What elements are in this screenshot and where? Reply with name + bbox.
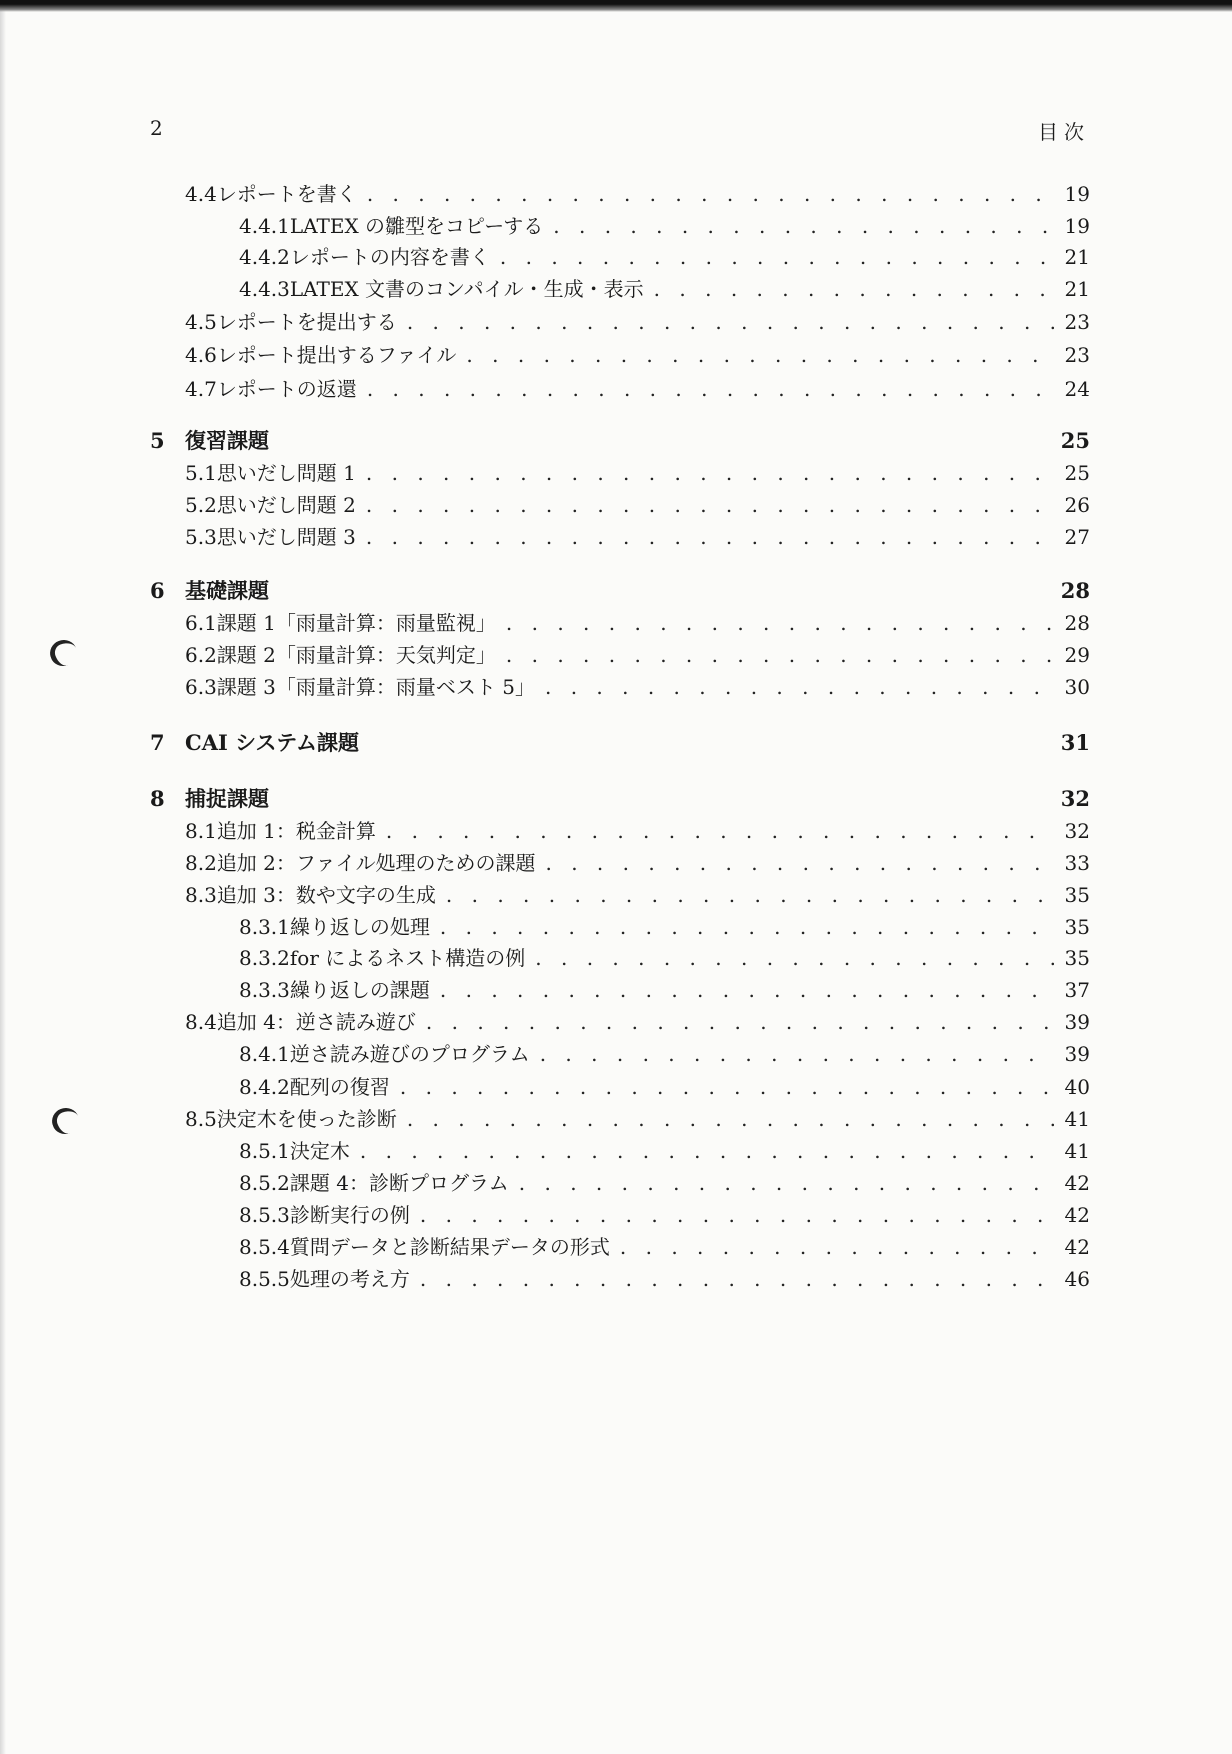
toc-dot-leader: [540, 1042, 1054, 1066]
toc-section: [150, 339, 1090, 368]
toc-subsection: [150, 1135, 1090, 1164]
toc-entry-number: 6.1: [185, 611, 217, 635]
toc-entry-page: 40: [1064, 1075, 1090, 1099]
toc-dot-leader: [519, 1171, 1054, 1195]
toc-entry-page: 32: [1064, 819, 1090, 843]
toc-entry-title: 質問データと診断結果データの形式: [289, 1235, 610, 1259]
toc-dot-leader: [466, 343, 1054, 367]
toc-entry-number: 8.5.2: [239, 1171, 290, 1195]
toc-dot-leader: [440, 978, 1054, 1002]
punch-hole-mark: [48, 1104, 82, 1138]
toc-entry-number: 4.5: [185, 310, 217, 334]
toc-dot-leader: [366, 525, 1054, 549]
toc-entry-page: 19: [1064, 182, 1090, 206]
toc-entry-title: 追加 3：数や文字の生成: [216, 883, 436, 907]
toc-entry-page: 35: [1064, 883, 1090, 907]
toc-entry-title: 捕捉課題: [185, 786, 269, 811]
toc-chapter: [150, 783, 1090, 813]
toc-entry-number: 6: [150, 578, 165, 603]
toc-entry-number: 4.6: [185, 343, 217, 367]
toc-subsection: [150, 1199, 1090, 1228]
toc-entry-page: 39: [1064, 1042, 1090, 1066]
toc-entry-title: 配列の復習: [289, 1075, 390, 1099]
toc-entry-title: 処理の考え方: [289, 1267, 410, 1291]
toc-entry-title: レポートを書く: [216, 182, 357, 206]
toc-entry-page: 32: [1060, 786, 1090, 811]
toc-entry-title: 課題 3「雨量計算：雨量ベスト 5」: [216, 675, 535, 699]
toc-dot-leader: [545, 675, 1054, 699]
toc-section: [150, 178, 1090, 207]
toc-entry-title: 繰り返しの処理: [289, 915, 430, 939]
toc-section: [150, 815, 1090, 844]
toc-subsection: [150, 974, 1090, 1003]
toc-entry-title: 繰り返しの課題: [289, 978, 430, 1002]
toc-entry-page: 33: [1064, 851, 1090, 875]
toc-entry-page: 37: [1064, 978, 1090, 1002]
toc-subsection: [150, 911, 1090, 940]
toc-dot-leader: [407, 310, 1054, 334]
toc-subsection: [150, 273, 1090, 302]
toc-entry-page: 23: [1064, 310, 1090, 334]
toc-dot-leader: [506, 643, 1054, 667]
page-edge-shadow: [0, 0, 6, 1754]
toc-section: [150, 1103, 1090, 1132]
toc-entry-page: 26: [1064, 493, 1090, 517]
toc-subsection: [150, 1167, 1090, 1196]
toc-entry-page: 30: [1064, 675, 1090, 699]
toc-entry-title: 思いだし問題 2: [216, 493, 356, 517]
toc-dot-leader: [367, 182, 1054, 206]
toc-entry-number: 8.5: [185, 1107, 217, 1131]
toc-section: [150, 671, 1090, 700]
toc-entry-title: 基礎課題: [185, 578, 269, 603]
toc-entry-title: LATEX 文書のコンパイル・生成・表示: [289, 277, 644, 301]
toc-section: [150, 847, 1090, 876]
toc-dot-leader: [367, 377, 1054, 401]
toc-entry-title: 決定木: [289, 1139, 350, 1163]
toc-entry-page: 35: [1064, 915, 1090, 939]
toc-entry-title: レポート提出するファイル: [216, 343, 457, 367]
toc-dot-leader: [400, 1075, 1054, 1099]
toc-entry-title: 逆さ読み遊びのプログラム: [289, 1042, 530, 1066]
toc-entry-page: 42: [1064, 1171, 1090, 1195]
running-title: 目次: [1038, 120, 1090, 144]
toc-dot-leader: [446, 883, 1054, 907]
toc-subsection: [150, 1231, 1090, 1260]
toc-dot-leader: [440, 915, 1054, 939]
toc-entry-page: 25: [1060, 428, 1090, 453]
toc-section: [150, 457, 1090, 486]
toc-dot-leader: [620, 1235, 1054, 1259]
toc-dot-leader: [500, 245, 1054, 269]
toc-section: [150, 373, 1090, 402]
toc-section: [150, 306, 1090, 335]
toc-entry-number: 5: [150, 428, 165, 453]
toc-entry-number: 4.4: [185, 182, 217, 206]
toc-entry-title: 決定木を使った診断: [216, 1107, 397, 1131]
toc-entry-page: 41: [1064, 1139, 1090, 1163]
toc-entry-page: 21: [1064, 245, 1090, 269]
page-number: 2: [150, 116, 163, 140]
toc-dot-leader: [506, 611, 1054, 635]
toc-dot-leader: [366, 461, 1054, 485]
toc-entry-number: 5.1: [185, 461, 217, 485]
toc-entry-page: 21: [1064, 277, 1090, 301]
toc-entry-title: 追加 4：逆さ読み遊び: [216, 1010, 416, 1034]
toc-entry-number: 6.3: [185, 675, 217, 699]
toc-dot-leader: [386, 819, 1054, 843]
toc-entry-number: 4.4.2: [239, 245, 290, 269]
toc-entry-title: 復習課題: [185, 428, 269, 453]
toc-entry-number: 5.3: [185, 525, 217, 549]
toc-dot-leader: [553, 214, 1054, 238]
toc-section: [150, 521, 1090, 550]
page-header: [150, 116, 1090, 146]
toc-entry-page: 42: [1064, 1203, 1090, 1227]
toc-entry-page: 29: [1064, 643, 1090, 667]
toc-entry-page: 46: [1064, 1267, 1090, 1291]
toc-entry-number: 8.4.2: [239, 1075, 290, 1099]
toc-entry-page: 41: [1064, 1107, 1090, 1131]
punch-hole-mark: [46, 636, 80, 670]
toc-section: [150, 607, 1090, 636]
toc-entry-title: 課題 1「雨量計算：雨量監視」: [216, 611, 496, 635]
toc-dot-leader: [360, 1139, 1054, 1163]
toc-entry-title: LATEX の雛型をコピーする: [289, 214, 544, 238]
toc-section: [150, 1006, 1090, 1035]
toc-chapter: [150, 727, 1090, 757]
toc-entry-page: 28: [1064, 611, 1090, 635]
toc-entry-title: レポートの返還: [216, 377, 357, 401]
toc-entry-number: 7: [150, 730, 165, 755]
toc-entry-number: 4.4.3: [239, 277, 290, 301]
toc-dot-leader: [546, 851, 1055, 875]
toc-entry-number: 8.5.1: [239, 1139, 290, 1163]
toc-entry-number: 8.3.2: [239, 946, 290, 970]
toc-section: [150, 879, 1090, 908]
toc-entry-page: 19: [1064, 214, 1090, 238]
toc-entry-page: 23: [1064, 343, 1090, 367]
toc-entry-number: 8.5.5: [239, 1267, 290, 1291]
toc-subsection: [150, 1263, 1090, 1292]
toc-entry-number: 6.2: [185, 643, 217, 667]
toc-subsection: [150, 210, 1090, 239]
toc-entry-number: 8.1: [185, 819, 217, 843]
toc-entry-number: 8.5.3: [239, 1203, 290, 1227]
toc-entry-page: 25: [1064, 461, 1090, 485]
toc-dot-leader: [366, 493, 1054, 517]
toc-entry-title: 課題 2「雨量計算：天気判定」: [216, 643, 496, 667]
toc-chapter: [150, 575, 1090, 605]
toc-entry-title: for によるネスト構造の例: [289, 946, 526, 970]
toc-entry-page: 24: [1064, 377, 1090, 401]
toc-dot-leader: [654, 277, 1054, 301]
toc-entry-number: 4.7: [185, 377, 217, 401]
toc-entry-title: 思いだし問題 3: [216, 525, 356, 549]
scan-top-border: [0, 0, 1232, 12]
toc-entry-page: 35: [1064, 946, 1090, 970]
toc-dot-leader: [407, 1107, 1054, 1131]
toc-entry-title: 追加 2：ファイル処理のための課題: [216, 851, 536, 875]
toc-chapter: [150, 425, 1090, 455]
toc-entry-number: 8.3.3: [239, 978, 290, 1002]
toc-subsection: [150, 241, 1090, 270]
toc-section: [150, 639, 1090, 668]
toc-section: [150, 489, 1090, 518]
toc-entry-number: 8.4: [185, 1010, 217, 1034]
toc-dot-leader: [535, 946, 1054, 970]
toc-entry-title: 追加 1：税金計算: [216, 819, 376, 843]
toc-entry-page: 27: [1064, 525, 1090, 549]
toc-entry-number: 4.4.1: [239, 214, 290, 238]
toc-entry-title: 課題 4：診断プログラム: [289, 1171, 509, 1195]
toc-entry-number: 8.2: [185, 851, 217, 875]
toc-entry-number: 8.3: [185, 883, 217, 907]
toc-entry-number: 8.4.1: [239, 1042, 290, 1066]
toc-entry-number: 8: [150, 786, 165, 811]
toc-dot-leader: [420, 1203, 1054, 1227]
toc-dot-leader: [420, 1267, 1054, 1291]
toc-entry-page: 31: [1060, 730, 1090, 755]
toc-entry-number: 5.2: [185, 493, 217, 517]
toc-entry-title: CAI システム課題: [185, 730, 360, 755]
toc-entry-title: レポートの内容を書く: [289, 245, 490, 269]
toc-entry-page: 42: [1064, 1235, 1090, 1259]
toc-entry-page: 28: [1060, 578, 1090, 603]
toc-subsection: [150, 1038, 1090, 1067]
toc-entry-title: 思いだし問題 1: [216, 461, 356, 485]
toc-subsection: [150, 942, 1090, 971]
toc-entry-title: レポートを提出する: [216, 310, 397, 334]
toc-entry-number: 8.3.1: [239, 915, 290, 939]
toc-entry-title: 診断実行の例: [289, 1203, 410, 1227]
toc-entry-page: 39: [1064, 1010, 1090, 1034]
toc-subsection: [150, 1071, 1090, 1100]
toc-entry-number: 8.5.4: [239, 1235, 290, 1259]
toc-dot-leader: [426, 1010, 1054, 1034]
